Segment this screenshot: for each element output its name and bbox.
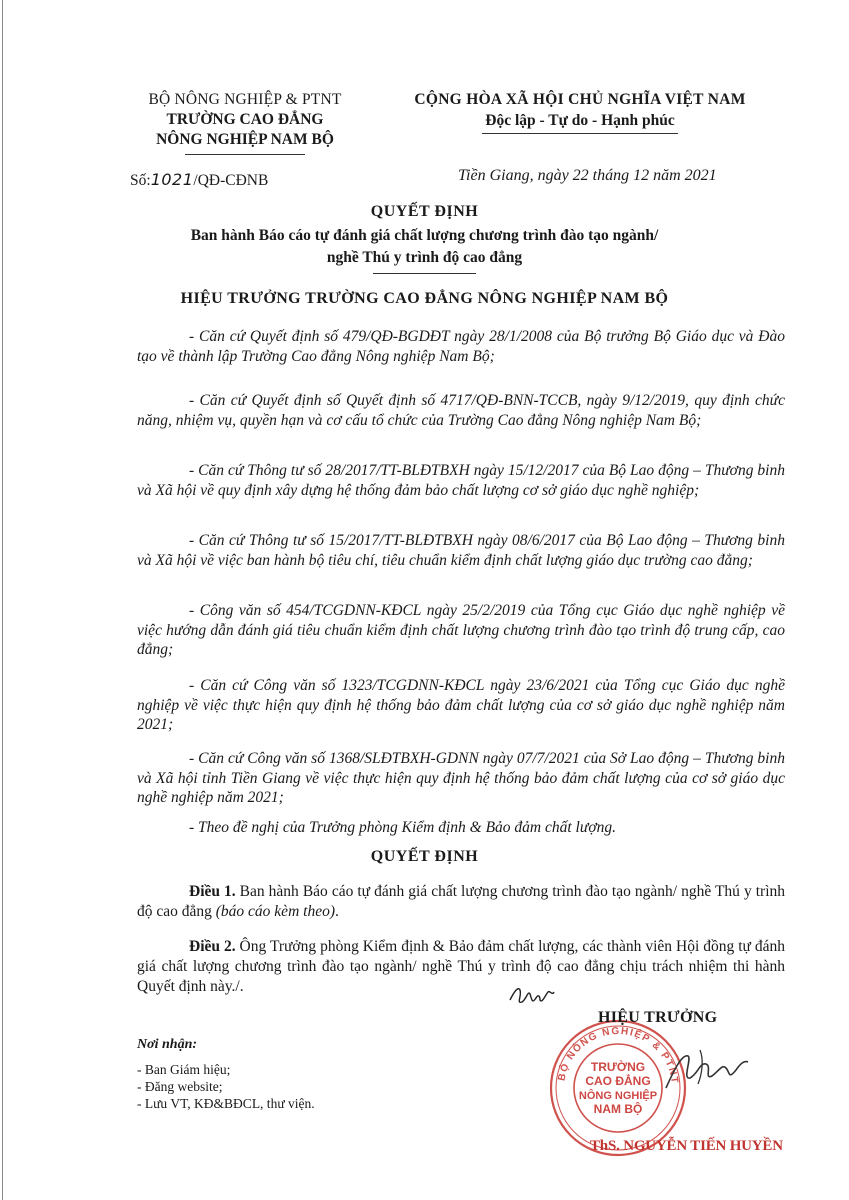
document-number: [130, 170, 268, 190]
motto-underline: [482, 133, 678, 134]
place-date: Tiền Giang, ngày 22 tháng 12 năm 2021: [458, 167, 717, 184]
basis-paragraph: - Căn cứ Công văn số 1323/TCGDNN-KĐCL ngày 23/6/2021 của Tổng cục Giáo dục nghề nghiệp về việc thực hiện quy định hệ thống bảo đảm chất lượng của cơ sở giáo dục nghề nghiệp năm 2021;: [137, 677, 785, 733]
recipients-heading: Nơi nhận:: [137, 1037, 198, 1052]
country-name: CỘNG HÒA XÃ HỘI CHỦ NGHĨA VIỆT NAM: [414, 91, 746, 108]
subtitle-line1: Ban hành Báo cáo tự đánh giá chất lượng chương trình đào tạo ngành/: [190, 227, 659, 244]
recipient-item: - Ban Giám hiệu;: [137, 1062, 231, 1077]
seal-line: TRƯỜNG: [590, 1060, 646, 1074]
school-name-line1: TRƯỜNG CAO ĐẲNG: [166, 111, 324, 128]
initials-scribble: [508, 982, 558, 1010]
basis-paragraph: - Căn cứ Quyết định số 479/QĐ-BGDĐT ngày 28/1/2008 của Bộ trưởng Bộ Giáo dục và Đào tạo về thành lập Trường Cao đẳng Nông nghiệp Nam Bộ;: [137, 328, 785, 365]
document-title: QUYẾT ĐỊNH: [370, 203, 479, 220]
school-name-line2: NÔNG NGHIỆP NAM BỘ: [156, 131, 334, 148]
article-2: Điều 2. Ông Trưởng phòng Kiểm định & Bảo đảm chất lượng, các thành viên Hội đồng tự đánh giá chất lượng chương trình đào tạo ngành/ nghề Thú y trình độ cao đẳng chịu trách nhiệm thi hành Quyết định này./.: [137, 938, 785, 995]
doc-no-prefix: Số:: [130, 172, 151, 189]
issuing-authority: HIỆU TRƯỞNG TRƯỜNG CAO ĐẲNG NÔNG NGHIỆP NAM BỘ: [180, 290, 669, 307]
national-motto: Độc lập - Tự do - Hạnh phúc: [485, 112, 675, 129]
subtitle-line2: nghề Thú y trình độ cao đẳng: [326, 249, 523, 266]
basis-paragraph: - Căn cứ Quyết định số Quyết định số 4717/QĐ-BNN-TCCB, ngày 9/12/2019, quy định chức năng, nhiệm vụ, quyền hạn và cơ cấu tổ chức của Trường Cao đẳng Nông nghiệp Nam Bộ;: [137, 392, 785, 429]
decision-heading: QUYẾT ĐỊNH: [370, 848, 479, 865]
ministry-name: BỘ NÔNG NGHIỆP & PTNT: [148, 91, 342, 108]
basis-paragraph: - Căn cứ Công văn số 1368/SLĐTBXH-GDNN ngày 07/7/2021 của Sở Lao động – Thương binh và Xã hội tỉnh Tiền Giang về việc thực hiện quy định hệ thống bảo đảm chất lượng của cơ sở giáo dục nghề nghiệp năm 2021;: [137, 750, 785, 806]
handwritten-signature: [660, 1040, 750, 1100]
article-label: Điều 1.: [189, 883, 236, 900]
recipient-item: - Lưu VT, KĐ&BĐCL, thư viện.: [137, 1096, 315, 1111]
doc-no-suffix: /QĐ-CĐNB: [193, 172, 269, 189]
signatory-title: HIỆU TRƯỞNG: [598, 1009, 718, 1026]
recipient-item: - Đăng website;: [137, 1079, 223, 1094]
seal-line: NÔNG NGHIỆP: [578, 1090, 658, 1102]
basis-paragraph: - Công văn số 454/TCGDNN-KĐCL ngày 25/2/2019 của Tổng cục Giáo dục nghề nghiệp về việc hướng dẫn đánh giá tiêu chuẩn kiểm định chất lượng chương trình đào tạo trình độ trung cấp, cao đẳng;: [137, 602, 785, 658]
page-edge-line: [2, 0, 3, 1200]
basis-paragraph: - Căn cứ Thông tư số 15/2017/TT-BLĐTBXH ngày 08/6/2017 của Bộ Lao động – Thương binh và Xã hội về việc ban hành bộ tiêu chí, tiêu chuẩn kiểm định chất lượng giáo dục trường cao đẳng;: [137, 532, 785, 569]
svg-text:BỘ NÔNG NGHIỆP & PTNT: BỘ NÔNG NGHIỆP & PTNT: [556, 1025, 680, 1086]
document-subtitle: [0, 225, 849, 269]
issuer-block: [100, 90, 390, 189]
title-underline: [373, 273, 476, 274]
basis-paragraph: - Căn cứ Thông tư số 28/2017/TT-BLĐTBXH ngày 15/12/2017 của Bộ Lao động – Thương binh và Xã hội về quy định xây dựng hệ thống đảm bảo chất lượng cơ sở giáo dục nghề nghiệp;: [137, 462, 785, 499]
doc-no-handwritten: 1021: [150, 170, 194, 189]
basis-paragraph: - Theo đề nghị của Trưởng phòng Kiểm định & Bảo đảm chất lượng.: [189, 819, 616, 836]
national-header: [380, 90, 780, 134]
article-1: Điều 1. Ban hành Báo cáo tự đánh giá chất lượng chương trình đào tạo ngành/ nghề Thú y trình độ cao đẳng (báo cáo kèm theo).: [137, 883, 785, 920]
article-label: Điều 2.: [189, 938, 236, 955]
seal-line: NAM BỘ: [593, 1102, 643, 1116]
recipients-block: [137, 1035, 315, 1112]
issuer-underline: [185, 154, 305, 155]
signer-name: ThS. NGUYỄN TIẾN HUYỀN: [590, 1138, 783, 1154]
seal-line: CAO ĐẲNG: [585, 1074, 651, 1088]
